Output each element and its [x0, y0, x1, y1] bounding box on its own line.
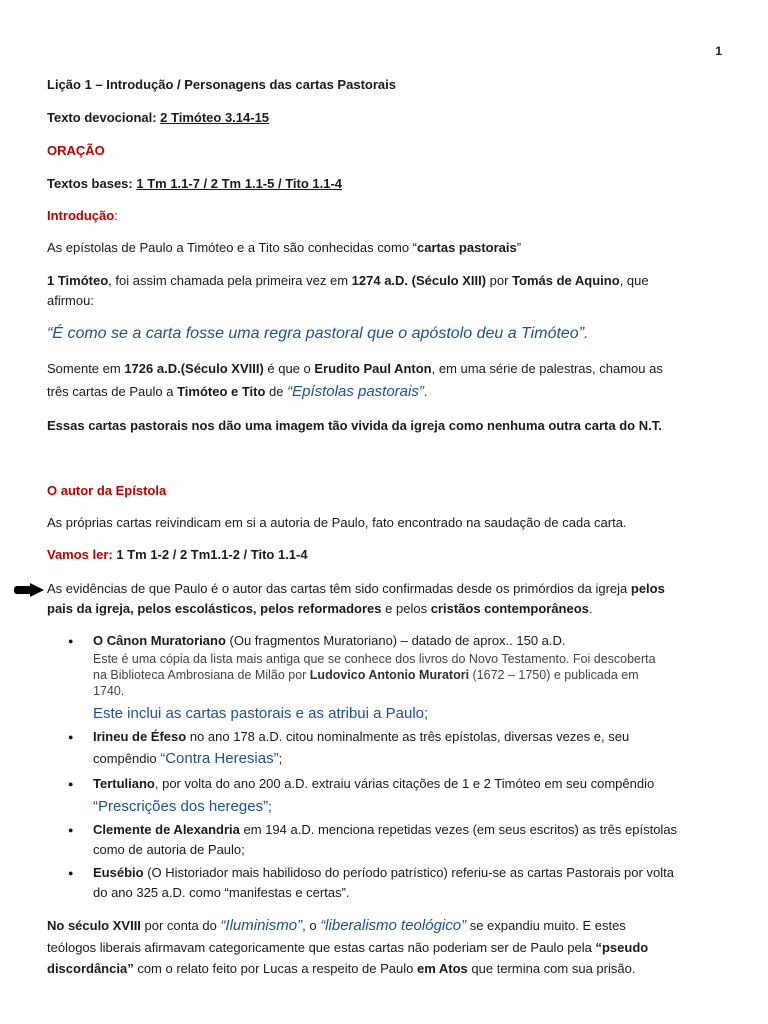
p6-text-d: e pelos	[381, 601, 431, 616]
bullet-2-line-2	[93, 748, 733, 770]
bullet-5-text: (O Historiador mais habilidoso do período patrístico) referiu-se as cartas Pastorais por volta	[143, 865, 674, 880]
paragraph-7-line-3	[47, 959, 727, 979]
bullet-4-line-1	[93, 820, 733, 840]
bullet-4-line-2: como de autoria de Paulo;	[93, 842, 245, 857]
paragraph-4: Essas cartas pastorais nos dão uma imagem tão vivida da igreja como nenhuma outra carta do N.T.	[47, 418, 662, 433]
bullet-1-sub-2a: na Biblioteca Ambrosiana de Milão por	[93, 668, 310, 682]
p7-text-j: com o relato feito por Lucas a respeito de Paulo	[133, 961, 417, 976]
bullet-1-blue-note: Este inclui as cartas pastorais e as atribui a Paulo;	[93, 705, 429, 722]
bullet-dot: ●	[68, 636, 74, 646]
bullet-dot: ●	[68, 732, 74, 742]
p6-text-c: pais da igreja, pelos escolásticos, pelos reformadores	[47, 601, 382, 616]
bullet-2-title: Irineu de Éfeso	[93, 729, 187, 744]
bullet-1-sub-2b: Ludovico Antonio Muratori	[309, 668, 470, 682]
p3-text-g: Timóteo e Tito	[177, 384, 266, 399]
p7-text-h: “pseudo	[595, 940, 649, 955]
p7-text-i: discordância”	[47, 961, 134, 976]
paragraph-1	[47, 238, 727, 258]
bullet-1-sub-3: 1740.	[93, 684, 125, 698]
paragraph-2-line-2: afirmou:	[47, 293, 94, 308]
p3-text-j: .	[423, 384, 428, 399]
bullet-dot: ●	[68, 779, 74, 789]
bullet-1-line-1	[93, 631, 733, 651]
p2-text-b: , foi assim chamada pela primeira vez em	[108, 273, 352, 288]
p3-text-a: Somente em	[47, 361, 125, 376]
bullet-2-book: “Contra Heresias”	[160, 750, 279, 767]
bullet-4-title: Clemente de Alexandria	[93, 822, 240, 837]
intro-heading-line	[47, 206, 727, 226]
p2-text-c: 1274 a.D. (Século XIII)	[351, 273, 487, 288]
bullet-2-text: no ano 178 a.D. citou nominalmente as três epístolas, diversas vezes e, seu	[186, 729, 630, 744]
p2-text-a: 1 Timóteo	[47, 273, 109, 288]
paragraph-3-line-2	[47, 382, 727, 402]
bullet-2-text-c: compêndio	[93, 751, 161, 766]
paragraph-7-line-1	[47, 915, 727, 937]
paragraph-5: As próprias cartas reivindicam em si a autoria de Paulo, fato encontrado na saudação de cada carta.	[47, 515, 627, 530]
bullet-1-title: O Cânon Muratoriano	[93, 633, 226, 648]
p7-text-f: se expandiu muito. E estes	[466, 918, 626, 933]
p7-text-b: por conta do	[140, 918, 221, 933]
bullet-4-text: em 194 a.D. menciona repetidas vezes (em seus escritos) as três epístolas	[239, 822, 678, 837]
bullet-3-title: Tertuliano	[93, 776, 155, 791]
p2-text-d: por	[486, 273, 513, 288]
bullet-3-line-2	[93, 796, 733, 818]
p3-text-h: de	[265, 384, 288, 399]
read-label: Vamos ler:	[47, 547, 113, 562]
aquinas-quote: “É como se a carta fosse uma regra pastoral que o apóstolo deu a Timóteo”.	[47, 325, 589, 342]
p7-text-g: teólogos liberais afirmavam categoricamente que estas cartas não poderiam ser de Paulo pela	[47, 940, 596, 955]
base-texts-refs: 1 Tm 1.1-7 / 2 Tm 1.1-5 / Tito 1.1-4	[136, 176, 343, 191]
p3-text-c: é que o	[263, 361, 315, 376]
author-heading: O autor da Epístola	[47, 483, 167, 498]
p6-text-b: pelos	[630, 581, 665, 596]
bullet-5-title: Eusébio	[93, 865, 144, 880]
right-arrow-icon	[14, 583, 44, 597]
paragraph-3-line-1	[47, 359, 727, 379]
bullet-dot: ●	[68, 868, 74, 878]
bullet-1-sub-2	[93, 667, 733, 683]
p1-text-b: cartas pastorais	[417, 240, 517, 255]
paragraph-6-line-1	[47, 579, 727, 599]
devotional-label: Texto devocional:	[47, 110, 161, 125]
bullet-dot: ●	[68, 825, 74, 835]
devotional-line	[47, 108, 727, 128]
p7-text-c: “Iluminismo”	[220, 917, 303, 934]
p1-text-a: As epístolas de Paulo a Timóteo e a Tito são conhecidas como “	[47, 240, 417, 255]
p7-text-l: que termina com sua prisão.	[467, 961, 636, 976]
bullet-2-line-1	[93, 727, 733, 747]
read-refs: 1 Tm 1-2 / 2 Tm1.1-2 / Tito 1.1-4	[112, 547, 308, 562]
p7-text-a: No século XVIII	[47, 918, 141, 933]
p2-text-e: Tomás de Aquino	[512, 273, 620, 288]
p3-text-f: três cartas de Paulo a	[47, 384, 178, 399]
p6-text-f: .	[588, 601, 593, 616]
bullet-3-line-1	[93, 774, 733, 794]
p1-text-c: ”	[516, 240, 522, 255]
bullet-3-book: “Prescrições dos hereges”	[93, 798, 269, 815]
p3-text-d: Erudito Paul Anton	[314, 361, 432, 376]
devotional-ref: 2 Timóteo 3.14-15	[160, 110, 270, 125]
bullet-5-line-1	[93, 863, 733, 883]
p7-text-e: “liberalismo teológico”	[320, 917, 467, 934]
paragraph-2-line-1	[47, 271, 727, 291]
intro-colon: :	[114, 208, 118, 223]
read-line	[47, 545, 727, 565]
p6-text-e: cristãos contemporâneos	[430, 601, 589, 616]
p3-text-i: “Epístolas pastorais”	[287, 383, 424, 400]
bullet-3-text: , por volta do ano 200 a.D. extraiu várias citações de 1 e 2 Timóteo em seu compêndio	[154, 776, 655, 791]
bullet-1-text: (Ou fragmentos Muratoriano) – datado de aprox.. 150 a.D.	[225, 633, 566, 648]
p3-text-e: , em uma série de palestras, chamou as	[431, 361, 663, 376]
p2-text-f: , que	[619, 273, 649, 288]
intro-heading: Introdução	[47, 208, 115, 223]
bullet-2-text-e: ;	[278, 751, 283, 766]
page-number: 1	[715, 44, 722, 58]
p3-text-b: 1726 a.D.(Século XVIII)	[124, 361, 264, 376]
p6-text-a: As evidências de que Paulo é o autor das cartas têm sido confirmadas desde os primórdios da igreja	[47, 581, 631, 596]
paragraph-7-line-2	[47, 938, 727, 958]
base-texts-label: Textos bases:	[47, 176, 137, 191]
p7-text-d: , o	[302, 918, 321, 933]
prayer-heading: ORAÇÃO	[47, 143, 105, 158]
base-texts-line	[47, 174, 727, 194]
paragraph-6-line-2	[47, 599, 727, 619]
bullet-5-line-2: do ano 325 a.D. como “manifestas e certas”.	[93, 885, 350, 900]
bullet-3-text-d: ;	[268, 799, 272, 814]
lesson-title: Lição 1 – Introdução / Personagens das cartas Pastorais	[47, 77, 396, 92]
p7-text-k: em Atos	[416, 961, 468, 976]
bullet-1-sub-1: Este é uma cópia da lista mais antiga que se conhece dos livros do Novo Testamento. Foi descoberta	[93, 652, 656, 666]
bullet-1-sub-2c: (1672 – 1750) e publicada em	[469, 668, 639, 682]
